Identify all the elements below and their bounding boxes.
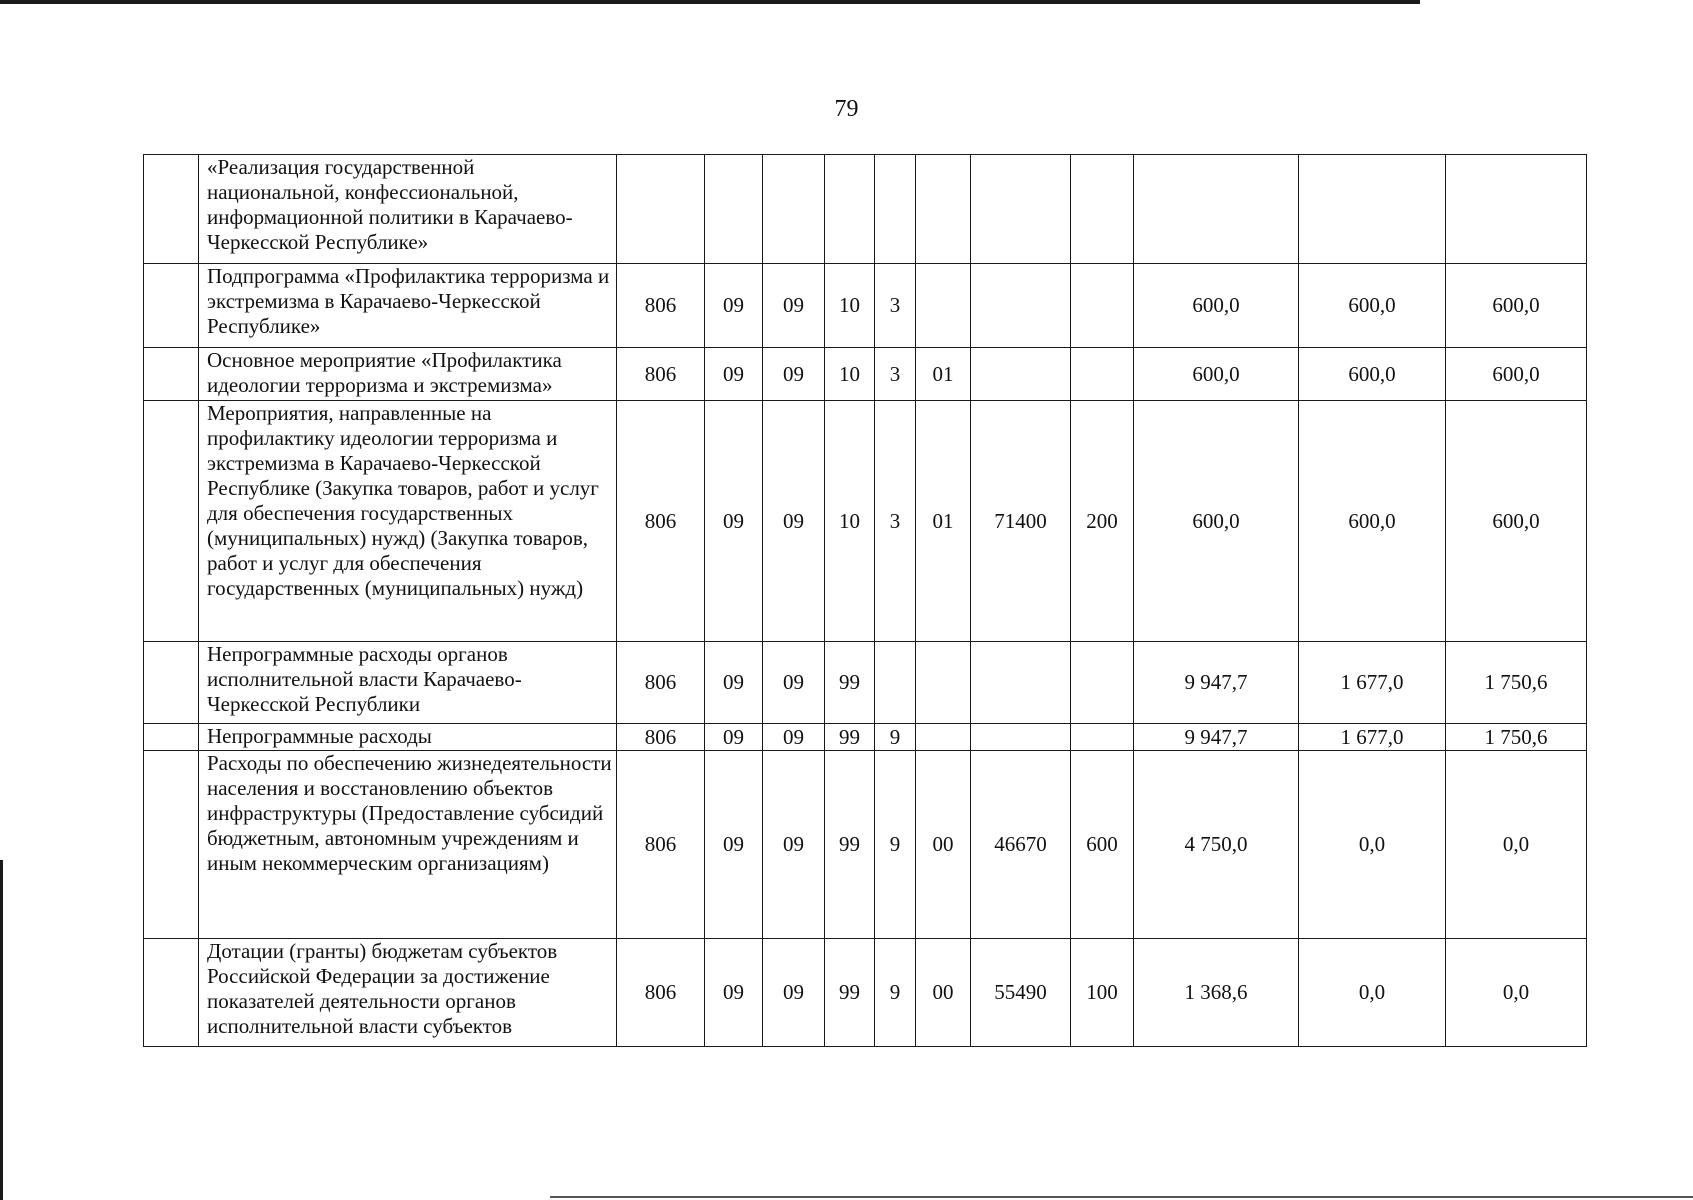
amount-2024-cell — [1446, 155, 1587, 264]
program-cell: 10 — [825, 348, 875, 401]
direction-cell — [971, 264, 1071, 348]
direction-cell — [971, 642, 1071, 724]
event-cell — [916, 264, 971, 348]
amount-2023-cell: 0,0 — [1299, 939, 1446, 1047]
grbs-cell: 806 — [617, 401, 705, 642]
event-cell — [916, 642, 971, 724]
table-row — [144, 751, 1587, 939]
table-row — [144, 401, 1587, 642]
row-name-cell: «Реализация государственной национальной, конфессиональной, информационной политики в Карачаево-Черкесской Республике» — [199, 155, 617, 264]
program-cell: 10 — [825, 401, 875, 642]
row-name-cell: Непрограммные расходы — [199, 724, 617, 751]
amount-2023-cell — [1299, 155, 1446, 264]
program-cell: 99 — [825, 939, 875, 1047]
amount-2022-cell: 600,0 — [1134, 264, 1299, 348]
row-name-cell: Дотации (гранты) бюджетам субъектов Российской Федерации за достижение показателей деятельности органов исполнительной власти субъектов — [199, 939, 617, 1047]
table-row — [144, 642, 1587, 724]
razdel-cell: 09 — [705, 939, 763, 1047]
direction-cell: 46670 — [971, 751, 1071, 939]
amount-2023-cell: 0,0 — [1299, 751, 1446, 939]
expense-type-cell — [1071, 642, 1134, 724]
table-row — [144, 348, 1587, 401]
row-name-cell: Основное мероприятие «Профилактика идеологии терроризма и экстремизма» — [199, 348, 617, 401]
row-name-cell: Непрограммные расходы органов исполнительной власти Карачаево-Черкесской Республики — [199, 642, 617, 724]
amount-2024-cell: 600,0 — [1446, 401, 1587, 642]
podrazdel-cell: 09 — [763, 751, 825, 939]
event-cell — [916, 155, 971, 264]
razdel-cell: 09 — [705, 751, 763, 939]
amount-2023-cell: 1 677,0 — [1299, 642, 1446, 724]
grbs-cell: 806 — [617, 724, 705, 751]
amount-2022-cell: 1 368,6 — [1134, 939, 1299, 1047]
direction-cell — [971, 155, 1071, 264]
expense-type-cell: 600 — [1071, 751, 1134, 939]
podrazdel-cell: 09 — [763, 348, 825, 401]
razdel-cell — [705, 155, 763, 264]
amount-2024-cell: 1 750,6 — [1446, 642, 1587, 724]
amount-2022-cell: 9 947,7 — [1134, 642, 1299, 724]
bottom-border-line — [550, 1196, 1693, 1198]
subprogram-cell — [875, 642, 916, 724]
subprogram-cell — [875, 155, 916, 264]
left-border-line — [0, 860, 3, 1200]
row-number-cell — [144, 264, 199, 348]
grbs-cell: 806 — [617, 751, 705, 939]
amount-2022-cell: 600,0 — [1134, 401, 1299, 642]
top-border-line — [0, 0, 1420, 4]
podrazdel-cell: 09 — [763, 939, 825, 1047]
amount-2024-cell: 1 750,6 — [1446, 724, 1587, 751]
razdel-cell: 09 — [705, 348, 763, 401]
podrazdel-cell — [763, 155, 825, 264]
grbs-cell: 806 — [617, 939, 705, 1047]
budget-table — [143, 154, 1587, 1047]
razdel-cell: 09 — [705, 264, 763, 348]
amount-2023-cell: 600,0 — [1299, 264, 1446, 348]
subprogram-cell: 3 — [875, 264, 916, 348]
razdel-cell: 09 — [705, 724, 763, 751]
amount-2023-cell: 600,0 — [1299, 348, 1446, 401]
row-name-cell: Подпрограмма «Профилактика терроризма и экстремизма в Карачаево-Черкесской Республике» — [199, 264, 617, 348]
expense-type-cell — [1071, 348, 1134, 401]
direction-cell — [971, 724, 1071, 751]
podrazdel-cell: 09 — [763, 264, 825, 348]
amount-2022-cell: 9 947,7 — [1134, 724, 1299, 751]
expense-type-cell — [1071, 264, 1134, 348]
event-cell: 01 — [916, 348, 971, 401]
grbs-cell: 806 — [617, 642, 705, 724]
amount-2023-cell: 600,0 — [1299, 401, 1446, 642]
podrazdel-cell: 09 — [763, 401, 825, 642]
table-row — [144, 724, 1587, 751]
row-number-cell — [144, 724, 199, 751]
row-number-cell — [144, 939, 199, 1047]
row-number-cell — [144, 348, 199, 401]
table-row — [144, 155, 1587, 264]
expense-type-cell: 200 — [1071, 401, 1134, 642]
amount-2022-cell: 4 750,0 — [1134, 751, 1299, 939]
amount-2024-cell: 600,0 — [1446, 348, 1587, 401]
grbs-cell: 806 — [617, 264, 705, 348]
program-cell: 99 — [825, 751, 875, 939]
subprogram-cell: 9 — [875, 724, 916, 751]
event-cell: 00 — [916, 751, 971, 939]
amount-2023-cell: 1 677,0 — [1299, 724, 1446, 751]
direction-cell: 55490 — [971, 939, 1071, 1047]
subprogram-cell: 3 — [875, 348, 916, 401]
program-cell: 99 — [825, 724, 875, 751]
expense-type-cell — [1071, 155, 1134, 264]
row-name-cell: Расходы по обеспечению жизнедеятельности населения и восстановлению объектов инфраструктуры (Предоставление субсидий бюджетным, автономным учреждениям и иным некоммерческим организациям) — [199, 751, 617, 939]
table-row — [144, 264, 1587, 348]
event-cell — [916, 724, 971, 751]
program-cell — [825, 155, 875, 264]
row-number-cell — [144, 751, 199, 939]
row-name-cell: Мероприятия, направленные на профилактику идеологии терроризма и экстремизма в Карачаево-Черкесской Республике (Закупка товаров, работ и услуг для обеспечения государственных (муниципальных) нужд) (Закупка товаров, работ и услуг для обеспечения государственных (муниципальных) нужд) — [199, 401, 617, 642]
razdel-cell: 09 — [705, 401, 763, 642]
amount-2022-cell — [1134, 155, 1299, 264]
program-cell: 99 — [825, 642, 875, 724]
subprogram-cell: 3 — [875, 401, 916, 642]
amount-2024-cell: 600,0 — [1446, 264, 1587, 348]
subprogram-cell: 9 — [875, 751, 916, 939]
amount-2024-cell: 0,0 — [1446, 939, 1587, 1047]
row-number-cell — [144, 155, 199, 264]
row-number-cell — [144, 401, 199, 642]
event-cell: 01 — [916, 401, 971, 642]
grbs-cell — [617, 155, 705, 264]
event-cell: 00 — [916, 939, 971, 1047]
table-row — [144, 939, 1587, 1047]
expense-type-cell — [1071, 724, 1134, 751]
subprogram-cell: 9 — [875, 939, 916, 1047]
razdel-cell: 09 — [705, 642, 763, 724]
grbs-cell: 806 — [617, 348, 705, 401]
program-cell: 10 — [825, 264, 875, 348]
direction-cell — [971, 348, 1071, 401]
direction-cell: 71400 — [971, 401, 1071, 642]
podrazdel-cell: 09 — [763, 724, 825, 751]
row-number-cell — [144, 642, 199, 724]
podrazdel-cell: 09 — [763, 642, 825, 724]
amount-2022-cell: 600,0 — [1134, 348, 1299, 401]
expense-type-cell: 100 — [1071, 939, 1134, 1047]
amount-2024-cell: 0,0 — [1446, 751, 1587, 939]
page-number: 79 — [834, 96, 859, 122]
